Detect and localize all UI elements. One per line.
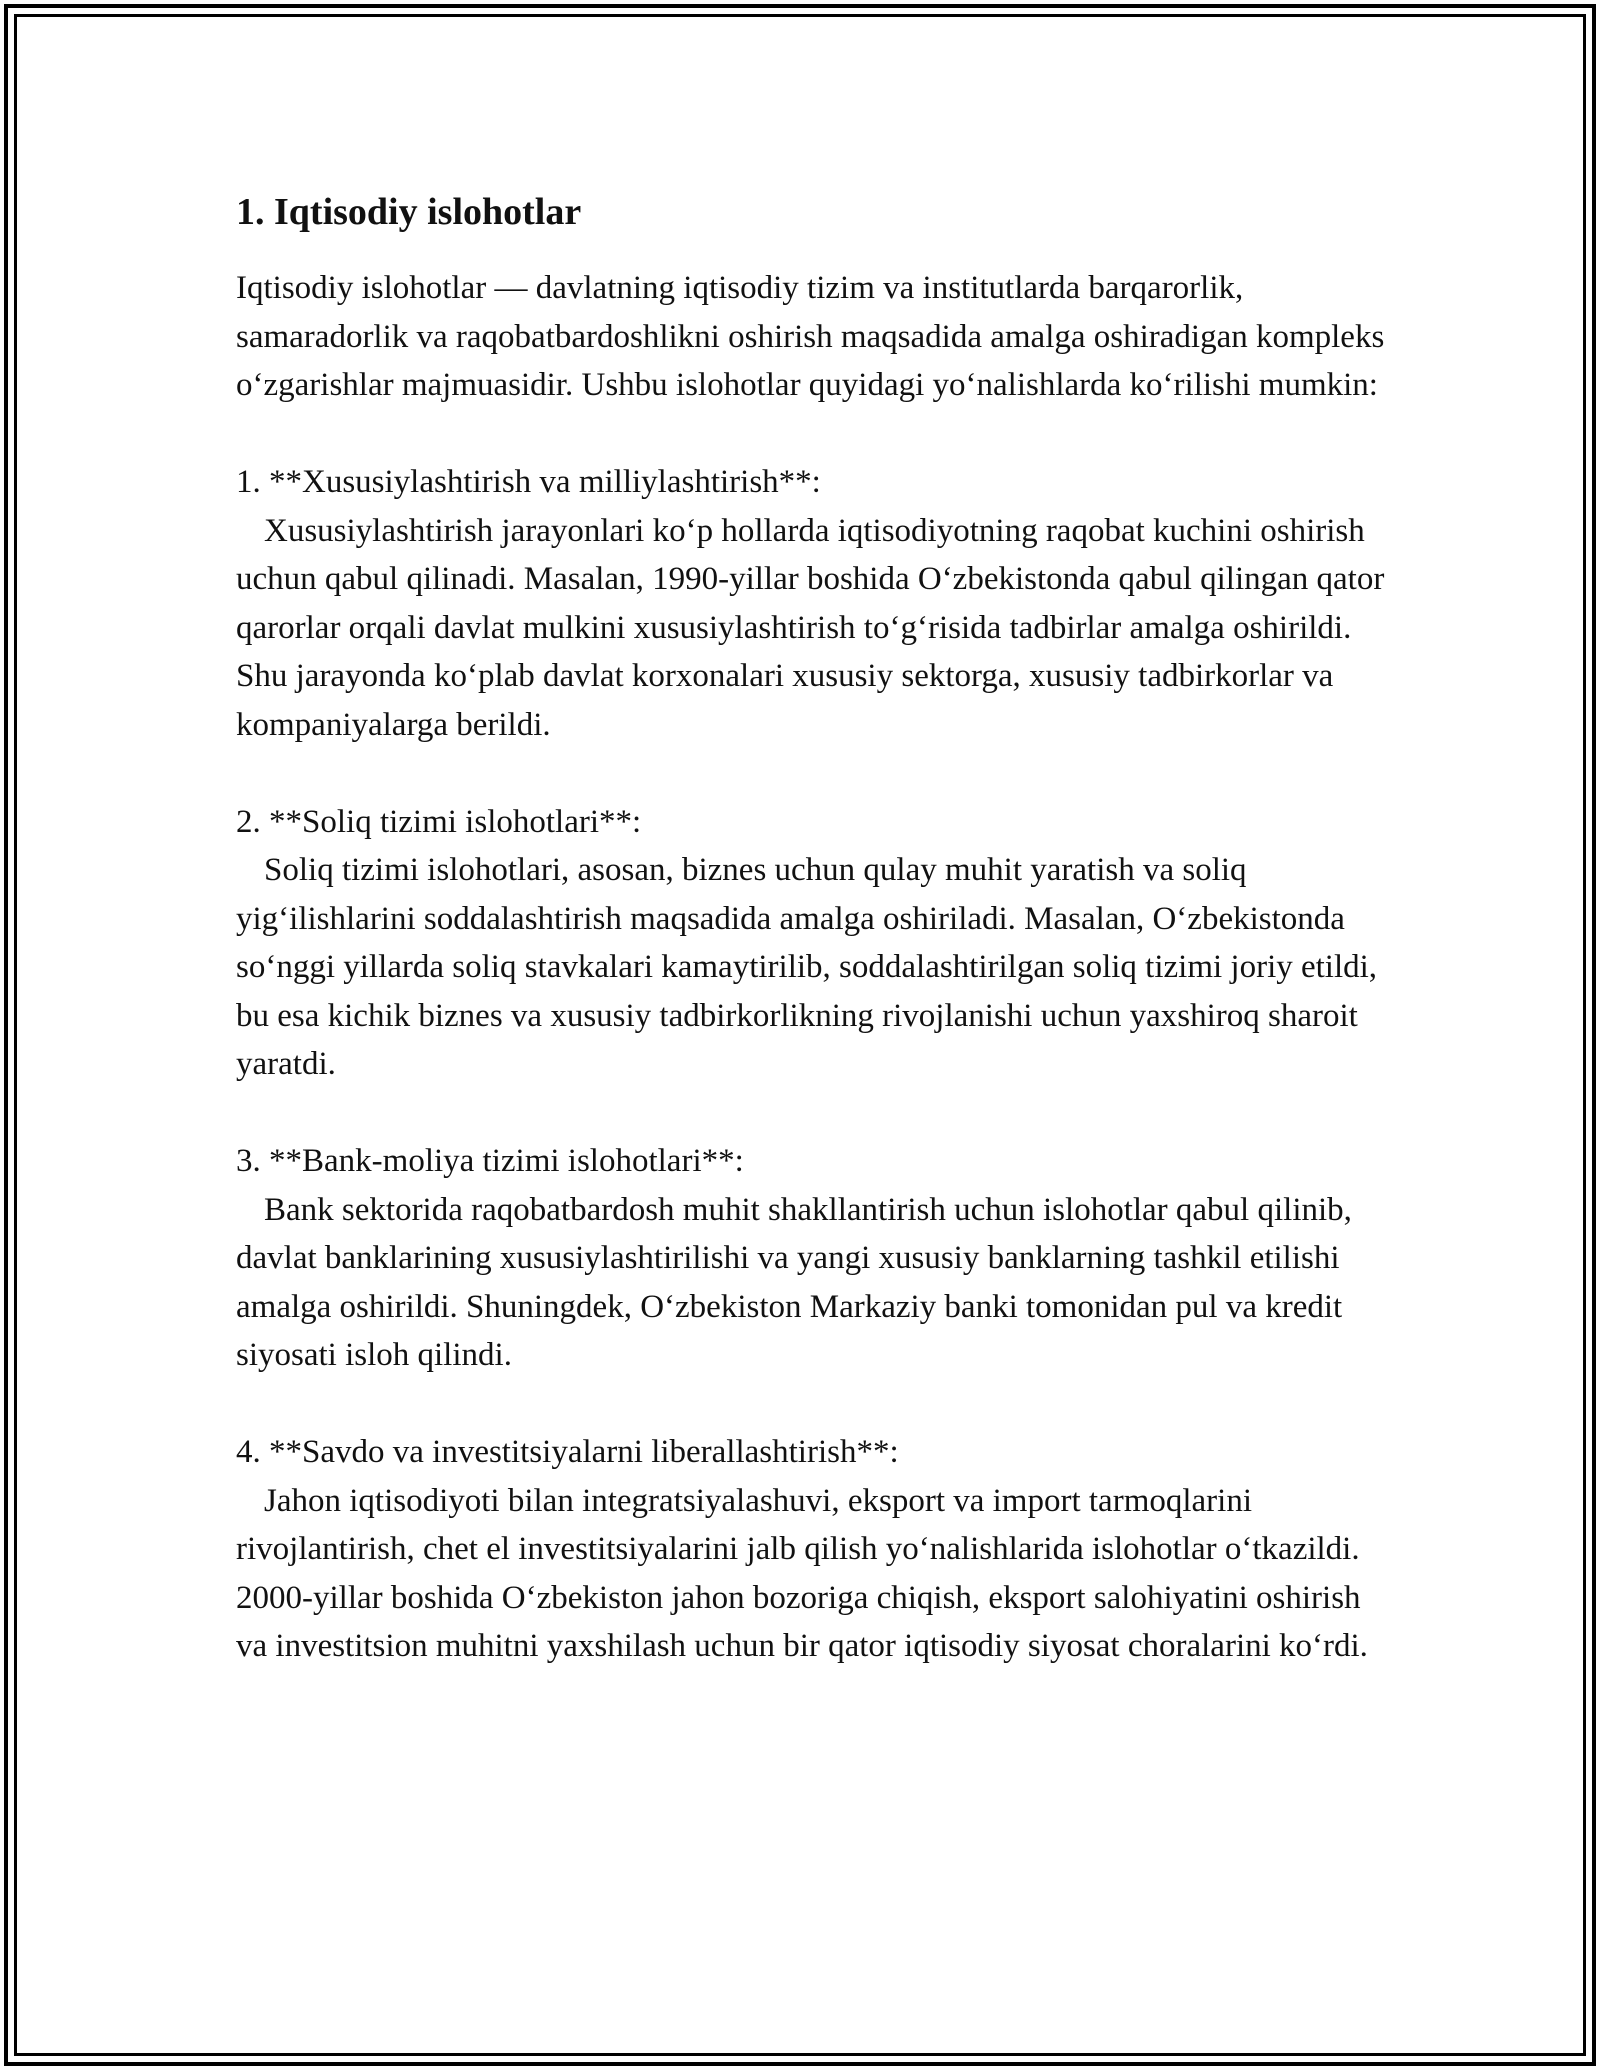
list-item [236,1428,1386,1671]
intro-paragraph: Iqtisodiy islohotlar — davlatning iqtisodiy tizim va institutlarda barqarorlik, samaradorlik va raqobatbardoshlikni oshirish maqsadida amalga oshiradigan kompleks o‘zgarishlar majmuasidir. Ushbu islohotlar quyidagi yo‘nalishlarda ko‘rilishi mumkin: [236,270,1385,403]
list-item-title: 1. **Xususiylashtirish va milliylashtirish**: [236,464,821,500]
list-item-body: Bank sektorida raqobatbardosh muhit shakllantirish uchun islohotlar qabul qilinib, davlat banklarining xususiylashtirilishi va yangi xususiy banklarning tashkil etilishi amalga oshirildi. Shuningdek, O‘zbekiston Markaziy banki tomonidan pul va kredit siyosati isloh qilindi. [236,1191,1352,1373]
list-item [236,1137,1386,1380]
list-item-body: Soliq tizimi islohotlari, asosan, biznes uchun qulay muhit yaratish va soliq yig‘ilishlarini soddalashtirish maqsadida amalga oshiriladi. Masalan, O‘zbekistonda so‘nggi yillarda soliq stavkalari kamaytirilib, soddalashtirilgan soliq tizimi joriy etildi, bu esa kichik biznes va xususiy tadbirkorlikning rivojlanishi uchun yaxshiroq sharoit yaratdi. [236,852,1378,1082]
list-item-title: 2. **Soliq tizimi islohotlari**: [236,803,642,840]
section-heading: 1. Iqtisodiy islohotlar [236,191,582,233]
list-item-body: Xususiylashtirish jarayonlari ko‘p hollarda iqtisodiyotning raqobat kuchini oshirish uchun qabul qilinadi. Masalan, 1990-yillar boshida O‘zbekistonda qabul qilingan qator qarorlar orqali davlat mulkini xususiylashtirish to‘g‘risida tadbirlar amalga oshirildi. Shu jarayonda ko‘plab davlat korxonalari xususiy sektorga, xususiy tadbirkorlar va kompaniyalarga berildi. [236,512,1385,743]
list-item-title: 4. **Savdo va investitsiyalarni liberallashtirish**: [236,1434,899,1470]
list-item [236,798,1386,1089]
list-item [236,458,1386,749]
list-item-title: 3. **Bank-moliya tizimi islohotlari**: [236,1143,744,1179]
list-item-body: Jahon iqtisodiyoti bilan integratsiyalashuvi, eksport va import tarmoqlarini rivojlantirish, chet el investitsiyalarini jalb qilish yo‘nalishlarida islohotlar o‘tkazildi. 2000-yillar boshida O‘zbekiston jahon bozoriga chiqish, eksport salohiyatini oshirish va investitsion muhitni yaxshilash uchun bir qator iqtisodiy siyosat choralarini ko‘rdi. [236,1482,1368,1664]
document-body [236,188,1386,1719]
